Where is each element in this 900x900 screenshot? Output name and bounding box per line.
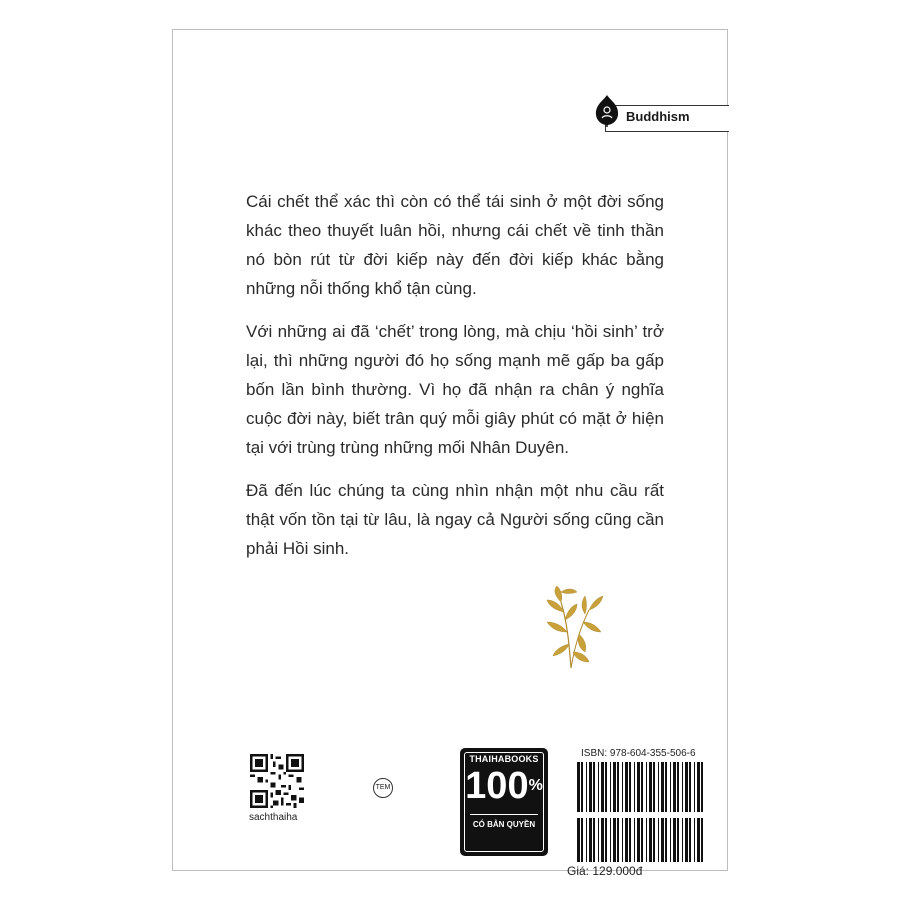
gold-leaf-illustration bbox=[531, 582, 611, 670]
copyright-badge bbox=[460, 748, 548, 856]
blurb-text bbox=[246, 187, 664, 577]
copyright-number: 100 bbox=[465, 765, 529, 807]
barcode-icon bbox=[573, 762, 709, 812]
series-label: Buddhism bbox=[626, 109, 690, 124]
blurb-paragraph-3: Đã đến lúc chúng ta cùng nhìn nhận một nhu cầu rất thật vốn tồn tại từ lâu, là ngay cả Người sống cũng cần phải Hồi sinh. bbox=[246, 481, 664, 558]
barcode-secondary-icon bbox=[573, 818, 709, 862]
qr-code-icon bbox=[250, 754, 304, 808]
qr-label: sachthaiha bbox=[249, 812, 298, 823]
price-label: Giá: 129.000đ bbox=[567, 864, 643, 878]
barcode-block bbox=[567, 748, 717, 878]
copyright-divider bbox=[470, 814, 538, 815]
tem-badge: TEM bbox=[373, 778, 393, 798]
blurb-paragraph-1: Cái chết thể xác thì còn có thể tái sinh ở một đời sống khác theo thuyết luân hồi, nhưng cái chết về tinh thần nó bòn rút từ đời kiếp này đến đời kiếp khác bằng những nỗi thống khổ tận cùng. bbox=[246, 192, 664, 298]
series-tab bbox=[605, 105, 729, 132]
copyright-text: CÓ BẢN QUYỀN bbox=[472, 820, 536, 829]
blurb-paragraph-2: Với những ai đã ‘chết’ trong lòng, mà chịu ‘hồi sinh’ trở lại, thì những người đó họ sống mạnh mẽ gấp ba gấp bốn lần bình thường. Vì họ đã nhận ra chân ý nghĩa cuộc đời này, biết trân quý mỗi giây phút có mặt ở hiện tại với trùng trùng những mối Nhân Duyên. bbox=[246, 322, 664, 457]
isbn-label: ISBN: 978-604-355-506-6 bbox=[581, 748, 696, 759]
bodhi-leaf-icon bbox=[594, 93, 620, 127]
publisher-brand: THAIHABOOKS bbox=[469, 754, 539, 764]
copyright-percent-sign: % bbox=[528, 777, 543, 794]
copyright-percent bbox=[460, 764, 548, 808]
book-back-cover bbox=[172, 29, 728, 878]
